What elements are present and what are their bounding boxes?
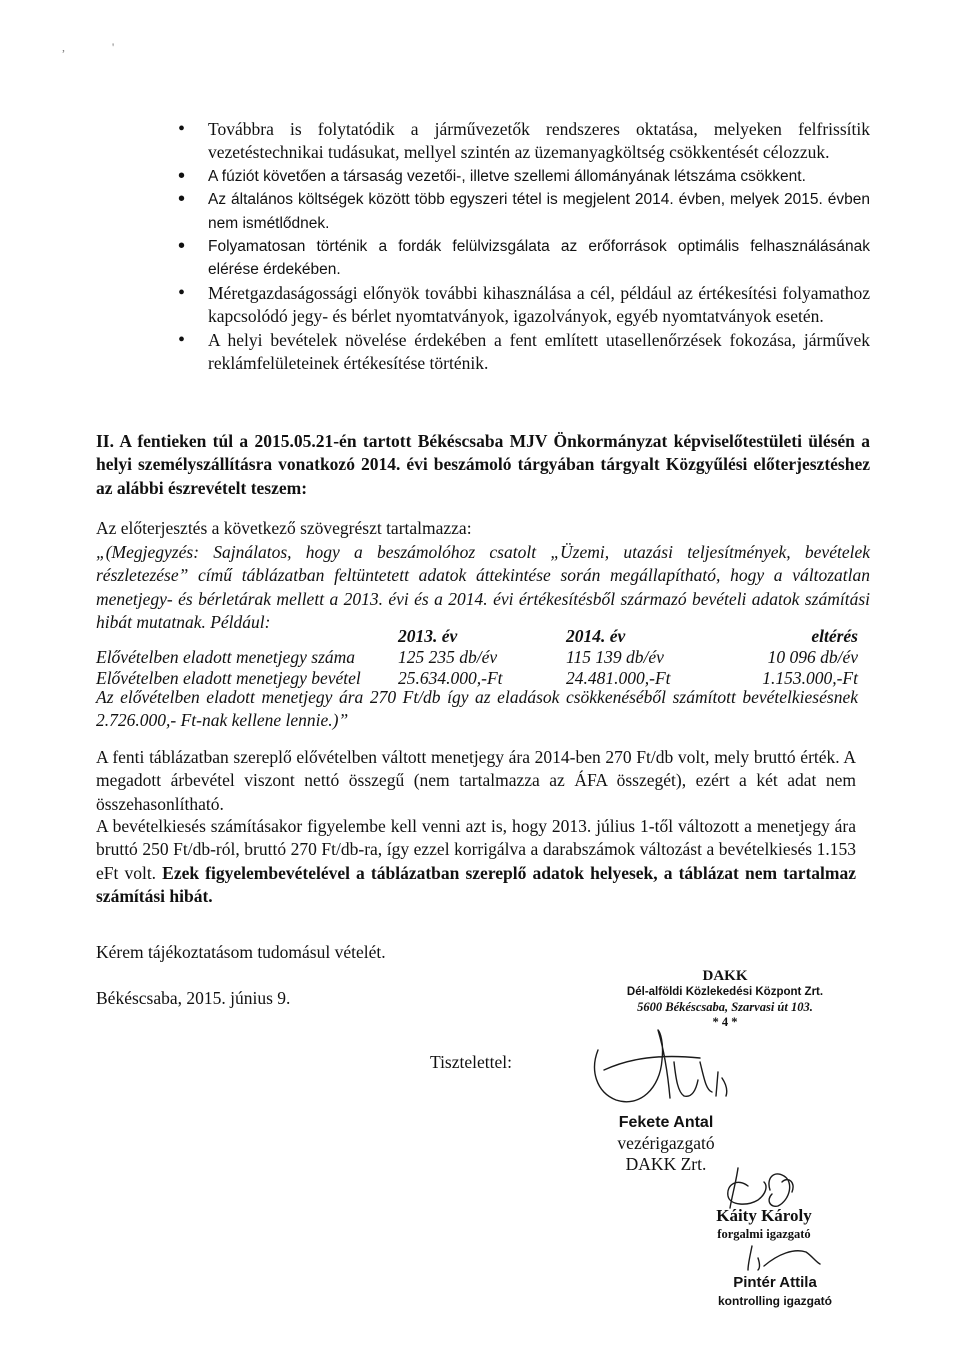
- stamp-line-number: * 4 *: [712, 1015, 738, 1029]
- signer-block-ceo: [596, 1112, 736, 1175]
- table-cell: 24.481.000,-Ft: [566, 668, 671, 688]
- table-cell: Elővételben eladott menetjegy száma: [96, 647, 356, 667]
- stamp-line-company: Dél-alföldi Közlekedési Központ Zrt.: [626, 986, 824, 998]
- bullet-item-economies-of-scale: • Méretgazdaságossági előnyök további kihasználása a cél, például az értékesítési folyamathoz kapcsolódó jegy- és bérlet nyomtatványok, igazolványok, egyéb nyomtatványok esetén.: [178, 282, 870, 329]
- scan-mark-right: ': [112, 40, 115, 54]
- signature-pinter-attila: [748, 1246, 820, 1270]
- stamp-line-name: DAKK: [702, 968, 748, 984]
- bullet-item-training: • Továbbra is folytatódik a járművezetők rendszeres oktatása, melyeken felfrissítik vezetéstechnikai tudásukat, mellyel szintén az üzemanyagköltség csökkentését célozzuk.: [178, 118, 870, 165]
- place-date: Békéscsaba, 2015. június 9.: [96, 988, 291, 1008]
- stamp-line-address: 5600 Békéscsaba, Szarvasi út 103.: [637, 1000, 813, 1014]
- bullet-item-headcount: • A fúziót követően a társaság vezetői-, illetve szellemi állományának létszáma csökkent.: [178, 165, 870, 188]
- quoted-text: „(Megjegyzés: Sajnálatos, hogy a beszámolóhoz csatolt „Üzemi, utazási teljesítmények, bevételek részletezése” című táblázatban feltüntetett adatok áttekintése során megállapítható, hogy a változatlan menetjegy- és bérletárak mellett a 2013. évi és a 2014. évi értékesítésből származó bevételi adatok számítási hibát mutatnak. Például:: [96, 542, 870, 633]
- table-header-cell: eltérés: [811, 626, 858, 646]
- table-cell: 125 235 db/év: [398, 647, 498, 667]
- regards-text: Tisztelettel:: [430, 1052, 512, 1072]
- intro-text: Az előterjesztés a következő szövegrészt tartalmazza:: [96, 518, 472, 538]
- signer-title: forgalmi igazgató: [717, 1227, 811, 1241]
- scan-mark-left: ,: [62, 40, 65, 54]
- table-cell: 25.634.000,-Ft: [398, 668, 503, 688]
- table-row: [96, 647, 858, 668]
- signer-block-controlling: [700, 1273, 850, 1309]
- signer-block-traffic: [690, 1206, 838, 1242]
- signer-title: kontrolling igazgató: [718, 1294, 832, 1308]
- bullet-item-general-costs: • Az általános költségek között több egyszeri tétel is megjelent 2014. évben, melyek 2015. évben nem ismétlődnek.: [178, 188, 870, 235]
- table-cell: 115 139 db/év: [566, 647, 664, 667]
- table-cell: 10 096 db/év: [767, 647, 858, 667]
- bullet-list: [178, 118, 870, 375]
- table-header-cell: [96, 626, 398, 647]
- bullet-item-turnaround-review: • Folyamatosan történik a fordák felülvizsgálata az erőforrások optimális felhasználásának elérése érdekében.: [178, 235, 870, 282]
- table-header-row: [96, 626, 858, 647]
- company-stamp: [580, 968, 870, 1030]
- ticket-sales-table: [96, 626, 858, 689]
- quoted-text-end: Az elővételben eladott menetjegy ára 270 Ft/db így az eladások csökkenéséből számított bevételkiesésnek 2.726.000,- Ft-nak kellene lennie.)”: [96, 687, 858, 731]
- section-heading-ii: II. A fentieken túl a 2015.05.21-én tartott Békéscsaba MJV Önkormányzat képviselőtestületi ülésén a helyi személyszállításra vonatkozó 2014. évi beszámoló tárgyában tárgyalt Közgyűlési előterjesztéshez az alábbi észrevételt teszem:: [96, 431, 870, 498]
- paragraph-conclusion-bold: Ezek figyelembevételével a táblázatban szereplő adatok helyesek, a táblázat nem tartalmaz számítási hibát.: [96, 862, 857, 907]
- signer-name: Káity Károly: [716, 1206, 812, 1225]
- bullet-item-local-revenue: • A helyi bevételek növelése érdekében a fent említett utasellenőrzések fokozása, járművek reklámfelületeinek értékesítése történik.: [178, 329, 870, 376]
- request-text: Kérem tájékoztatásom tudomásul vételét.: [96, 942, 386, 962]
- signer-org: DAKK Zrt.: [625, 1154, 707, 1174]
- paragraph-conclusion-text: A bevételkiesés számításakor figyelembe kell venni azt is, hogy 2013. július 1-től változott a menetjegy ára bruttó 250 Ft/db-ról, bruttó 270 Ft/db-ra, így ezzel korrigálva a darabszámok változást a bevételkiesés 1.153 eFt volt.: [96, 816, 856, 883]
- signature-fekete-antal: [595, 1030, 727, 1102]
- paragraph-conclusion: [96, 815, 856, 909]
- signer-name: Pintér Attila: [733, 1274, 817, 1291]
- table-cell: 1.153.000,-Ft: [762, 668, 858, 688]
- signature-kaity-karoly: [728, 1168, 793, 1208]
- paragraph-gross-net: A fenti táblázatban szereplő elővételben váltott menetjegy ára 2014-ben 270 Ft/db volt, mely bruttó érték. A megadott árbevétel viszont nettó összegű (nem tartalmazza az ÁFA összegét), ezért a két adat nem összehasonlítható.: [96, 747, 856, 814]
- table-cell: Elővételben eladott menetjegy bevétel: [96, 668, 361, 688]
- signer-name: Fekete Antal: [618, 1114, 714, 1131]
- table-header-cell: 2014. év: [566, 626, 626, 646]
- signer-title: vezérigazgató: [617, 1133, 715, 1153]
- table-header-cell: 2013. év: [398, 626, 458, 646]
